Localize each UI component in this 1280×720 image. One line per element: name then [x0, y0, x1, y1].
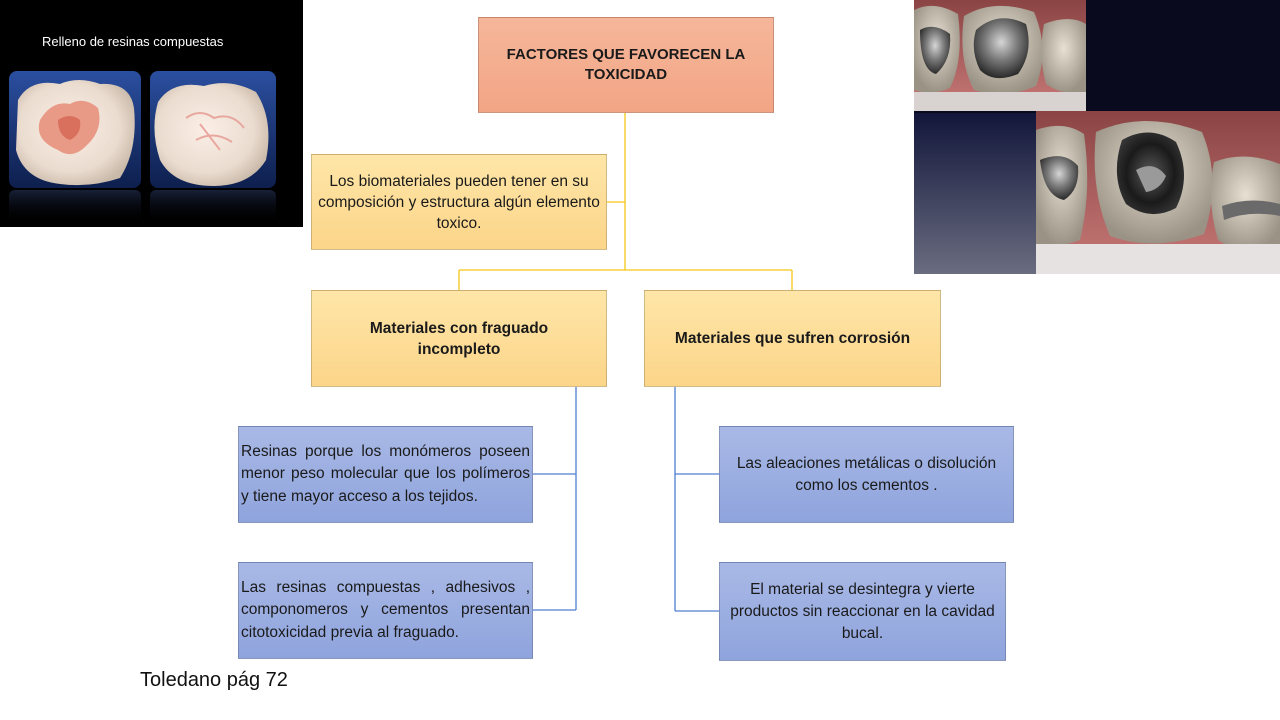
branch-right-title: Materiales que sufren corrosión	[674, 330, 911, 347]
amalgam-images	[914, 0, 1280, 274]
right-item-2-text: El material se desintegra y vierte productos sin reaccionar en la cavidad bucal.	[730, 580, 995, 642]
resin-filling-caption: Relleno de resinas compuestas	[42, 34, 224, 49]
source-credit: Toledano pág 72	[140, 669, 288, 691]
amalgam-photo-bg	[914, 0, 1280, 274]
left-item-1-text: Resinas porque los monómeros poseen menor peso molecular que los polímeros y tiene mayor acceso a los tejidos.	[241, 442, 530, 505]
left-item-1	[238, 426, 533, 523]
root-node	[478, 17, 774, 113]
branch-right-node	[644, 290, 941, 387]
right-item-2	[719, 562, 1006, 661]
resin-filling-photo	[0, 0, 303, 227]
intro-text: Los biomateriales pueden tener en su composición y estructura algún elemento toxico.	[318, 172, 600, 232]
left-item-2-text: Las resinas compuestas , adhesivos , componomeros y cementos presentan citotoxicidad previa al fraguado.	[241, 578, 530, 641]
left-item-2	[238, 562, 533, 659]
tooth-images	[0, 0, 303, 227]
right-item-1-text: Las aleaciones metálicas o disolución como los cementos .	[736, 454, 997, 494]
root-title: FACTORES QUE FAVORECEN LA TOXICIDAD	[506, 46, 746, 83]
branch-left-node	[311, 290, 607, 387]
branch-left-title: Materiales con fraguado incompleto	[369, 319, 549, 358]
intro-node	[311, 154, 607, 250]
right-item-1	[719, 426, 1014, 523]
